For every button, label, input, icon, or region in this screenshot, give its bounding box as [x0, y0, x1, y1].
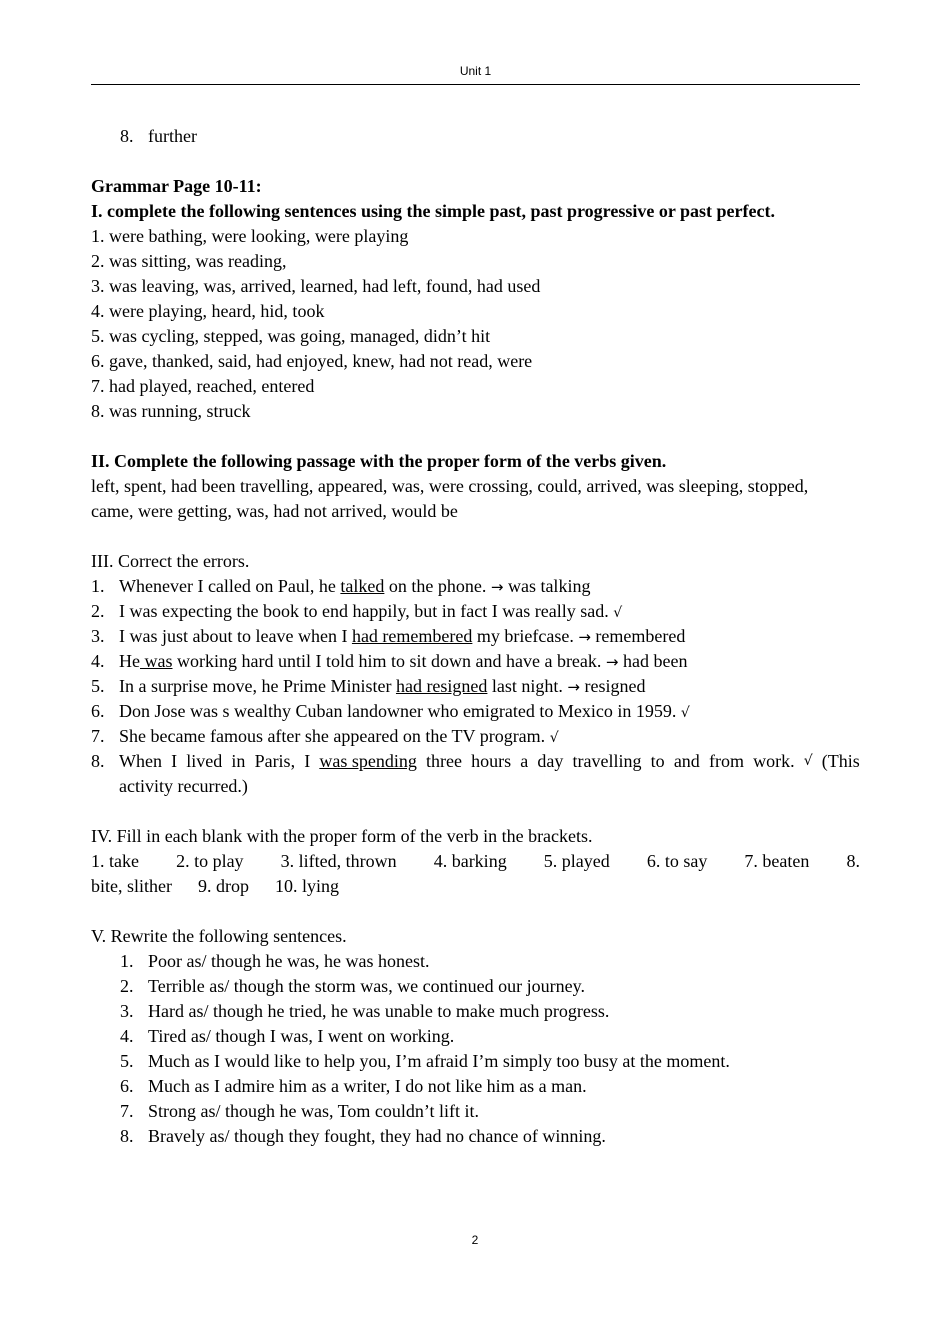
correction-item: 1. Whenever I called on Paul, he talked on the phone. → was talking	[91, 576, 591, 596]
answer-line: 8. was running, struck	[91, 401, 251, 421]
section-4-title: IV. Fill in each blank with the proper form of the verb in the brackets.	[91, 826, 593, 846]
list-item: 8. further	[120, 126, 197, 146]
answer-line: 7. had played, reached, entered	[91, 376, 315, 396]
correction-item: 8. When I lived in Paris, I was spending three hours a day travelling to and from work. √ (This activity recurred.)	[91, 751, 860, 796]
section-3-corrections	[91, 574, 860, 799]
list-item: 5. Much as I would like to help you, I’m afraid I’m simply too busy at the moment.	[120, 1051, 730, 1071]
section-2-title: II. Complete the following passage with the proper form of the verbs given.	[91, 451, 667, 471]
check-icon: √	[680, 705, 690, 721]
section-2-answers-line-2: came, were getting, was, had not arrived, would be	[91, 501, 458, 521]
list-item: 2. Terrible as/ though the storm was, we continued our journey.	[120, 976, 585, 996]
check-icon: √	[549, 730, 559, 746]
list-item: 1. Poor as/ though he was, he was honest.	[120, 951, 430, 971]
arrow-icon: →	[567, 678, 580, 696]
check-icon: √	[613, 605, 623, 621]
section-2-answers-line-1: left, spent, had been travelling, appeared, was, were crossing, could, arrived, was sleeping, stopped,	[91, 476, 809, 496]
correction-item: 6. Don Jose was s wealthy Cuban landowner who emigrated to Mexico in 1959. √	[91, 701, 690, 721]
list-item: 3. Hard as/ though he tried, he was unable to make much progress.	[120, 1001, 610, 1021]
page-number: 2	[471, 1233, 479, 1247]
section-1-title: I. complete the following sentences using the simple past, past progressive or past perfect.	[91, 201, 775, 221]
error-word: had resigned	[395, 676, 488, 696]
correction-item: 2. I was expecting the book to end happily, but in fact I was really sad. √	[91, 601, 623, 621]
answer-line: 6. gave, thanked, said, had enjoyed, knew, had not read, were	[91, 351, 533, 371]
correction-item: 5. In a surprise move, he Prime Minister had resigned last night. → resigned	[91, 676, 646, 696]
answer-line: 4. were playing, heard, hid, took	[91, 301, 325, 321]
correction-item: 7. She became famous after she appeared on the TV program. √	[91, 726, 559, 746]
answer-line: 1. were bathing, were looking, were playing	[91, 226, 409, 246]
section-1-answers	[91, 224, 860, 424]
list-item: 8. Bravely as/ though they fought, they had no chance of winning.	[120, 1126, 606, 1146]
error-word: talked	[340, 576, 385, 596]
section-5-answers	[91, 949, 860, 1149]
section-4-answers-row-2: bite, slither 9. drop 10. lying	[91, 876, 339, 896]
arrow-icon: →	[490, 578, 504, 596]
error-word: was	[140, 651, 173, 671]
grammar-heading: Grammar Page 10-11:	[91, 176, 262, 196]
answer-line: 3. was leaving, was, arrived, learned, had left, found, had used	[91, 276, 541, 296]
document-body	[91, 124, 860, 1149]
answer-line: 5. was cycling, stepped, was going, managed, didn’t hit	[91, 326, 491, 346]
correction-item: 3. I was just about to leave when I had remembered my briefcase. → remembered	[91, 626, 686, 646]
page-header	[91, 64, 860, 85]
correction-item: 4. He was working hard until I told him to sit down and have a break. → had been	[91, 651, 688, 671]
arrow-icon: →	[605, 653, 619, 671]
section-4-answers-row-1: 1. take 2. to play 3. lifted, thrown 4. barking 5. played 6. to say 7. beaten 8.	[91, 851, 860, 871]
list-item: 4. Tired as/ though I was, I went on working.	[120, 1026, 455, 1046]
check-icon: √	[803, 753, 813, 769]
list-item: 6. Much as I admire him as a writer, I do not like him as a man.	[120, 1076, 587, 1096]
section-3-title: III. Correct the errors.	[91, 551, 250, 571]
section-5-title: V. Rewrite the following sentences.	[91, 926, 347, 946]
error-word: had remembered	[351, 626, 473, 646]
error-word: was spending	[319, 751, 417, 771]
answer-line: 2. was sitting, was reading,	[91, 251, 287, 271]
header-title: Unit 1	[459, 64, 492, 78]
arrow-icon: →	[578, 628, 591, 646]
list-item: 7. Strong as/ though he was, Tom couldn’t lift it.	[120, 1101, 480, 1121]
